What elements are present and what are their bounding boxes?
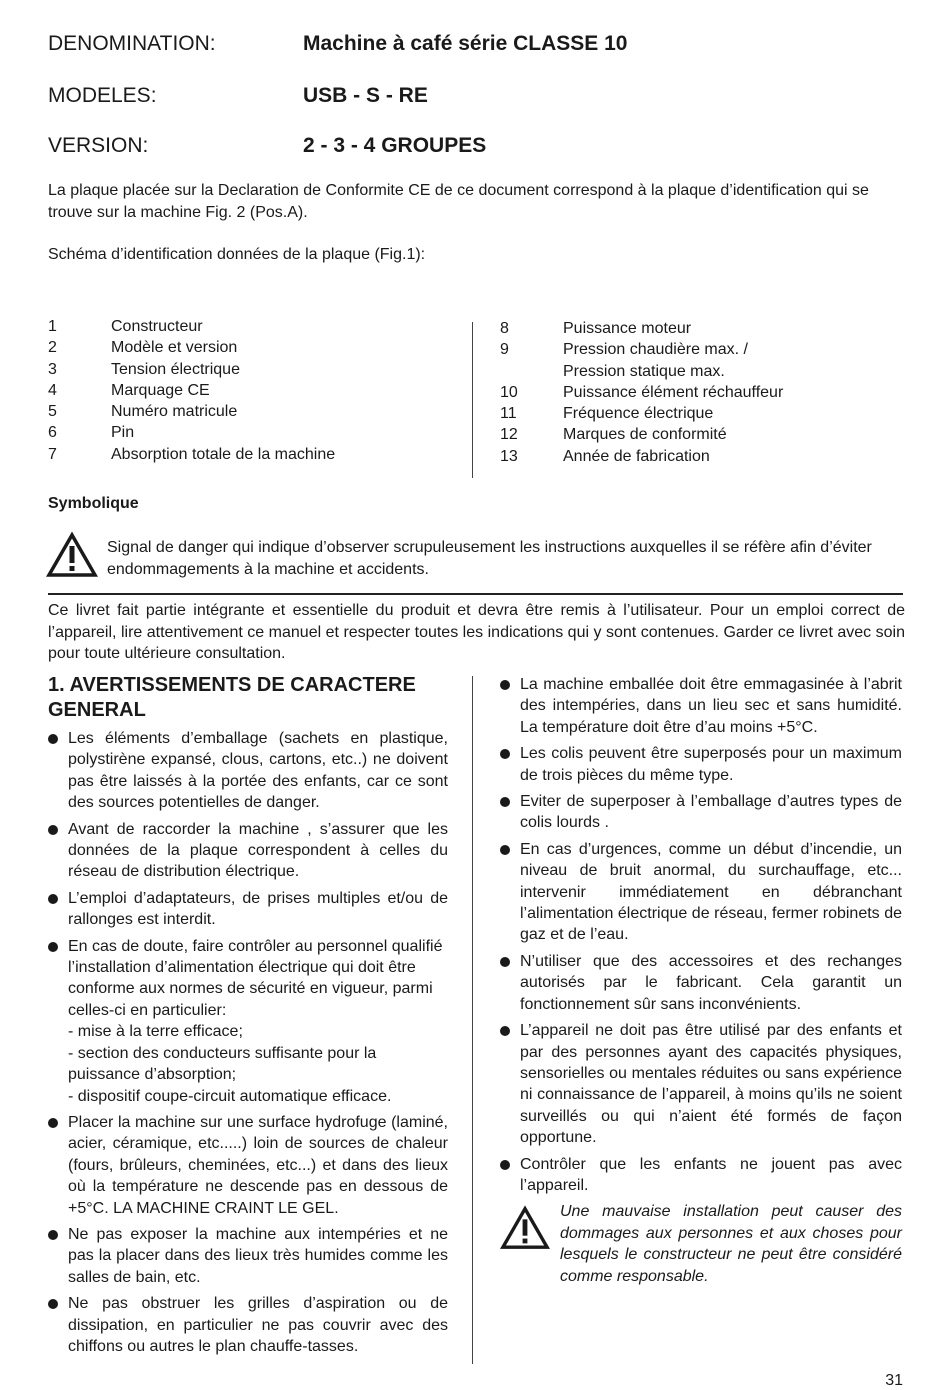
list-item bbox=[500, 951, 902, 1015]
legend-right bbox=[500, 318, 910, 467]
header-label: MODELES: bbox=[48, 84, 157, 107]
horizontal-divider bbox=[48, 593, 903, 595]
list-item bbox=[500, 674, 902, 738]
intro-paragraph: Ce livret fait partie intégrante et essentielle du produit et devra être remis à l’utilisateur. Pour un emploi correct de l’appareil, lire attentivement ce manuel et respecter toutes les indications qui y sont contenues. Garder ce livret avec soin pour toute ultérieure consultation. bbox=[48, 602, 905, 662]
legend-item bbox=[48, 359, 468, 380]
bullet-icon bbox=[500, 845, 510, 855]
legend-number bbox=[500, 361, 563, 382]
installation-warning-text: Une mauvaise installation peut causer des dommages aux personnes et aux choses pour lesquels le constructeur ne peut être considéré comme responsable. bbox=[560, 1203, 902, 1285]
legend-number: 10 bbox=[500, 383, 518, 401]
legend-item bbox=[500, 382, 910, 403]
list-item-text: Placer la machine sur une surface hydrofuge (laminé, acier, céramique, etc.....) loin de sources de chaleur (fours, brûleurs, cheminées, etc...) et dans des lieux où la température ne descende pas en dessous de +5°C. LA MACHINE CRAINT LE GEL. bbox=[68, 1113, 448, 1217]
warning-triangle-icon bbox=[500, 1205, 550, 1251]
legend-label: Modèle et version bbox=[111, 339, 238, 357]
legend-label: Année de fabrication bbox=[563, 447, 710, 465]
page-number: 31 bbox=[885, 1372, 903, 1389]
symbolique-text: Signal de danger qui indique d’observer scrupuleusement les instructions auxquelles il se réfère afin d’éviter endommagements à la machine et accidents. bbox=[107, 539, 872, 578]
legend-number: 1 bbox=[48, 318, 57, 335]
legend-label: Marquage CE bbox=[111, 381, 210, 399]
legend-left bbox=[48, 316, 468, 465]
legend-number: 5 bbox=[48, 403, 57, 421]
legend-label: Puissance moteur bbox=[563, 320, 692, 337]
header-label: VERSION: bbox=[48, 134, 149, 157]
legend-item bbox=[500, 318, 910, 339]
section-title: 1. AVERTISSEMENTS DE CARACTERE GENERAL bbox=[48, 674, 416, 721]
bullet-icon bbox=[48, 1299, 58, 1309]
list-item bbox=[48, 1224, 448, 1288]
list-item-text: Contrôler que les enfants ne jouent pas avec l’appareil. bbox=[520, 1155, 902, 1194]
column-divider bbox=[472, 676, 473, 1364]
legend-item bbox=[500, 424, 910, 445]
list-item bbox=[48, 1112, 448, 1219]
list-item-text: N’utiliser que des accessoires et des rechanges autorisés par le fabricant. Cela garantit un fonctionnement sûr sans inconvénients. bbox=[520, 952, 902, 1013]
legend-label: Pression chaudière max. / bbox=[563, 341, 748, 359]
legend-label: Puissance élément réchauffeur bbox=[563, 383, 784, 401]
list-item bbox=[48, 728, 448, 814]
legend-label: Absorption totale de la machine bbox=[111, 445, 336, 463]
installation-warning bbox=[500, 1201, 902, 1287]
bullet-icon bbox=[500, 680, 510, 690]
legend-number: 9 bbox=[500, 341, 509, 359]
legend-number: 2 bbox=[48, 339, 57, 357]
list-item bbox=[48, 819, 448, 883]
legend-number: 13 bbox=[500, 447, 518, 465]
legend-item bbox=[48, 444, 468, 465]
list-item-text: Avant de raccorder la machine , s’assurer que les données de la plaque correspondent à celles du réseau de distribution électrique. bbox=[68, 820, 448, 881]
legend-item bbox=[48, 380, 468, 401]
schema-title: Schéma d’identification données de la plaque (Fig.1): bbox=[48, 246, 426, 263]
legend-number: 3 bbox=[48, 360, 57, 378]
bullet-icon bbox=[48, 1230, 58, 1240]
bullet-icon bbox=[48, 734, 58, 744]
list-item bbox=[48, 936, 448, 1107]
left-column bbox=[48, 728, 448, 1362]
list-item-text: Ne pas exposer la machine aux intempéries et ne pas la placer dans des lieux très humides comme les salles de bain, etc. bbox=[68, 1225, 448, 1286]
legend-item bbox=[500, 446, 910, 467]
bullet-icon bbox=[48, 894, 58, 904]
legend-item bbox=[48, 316, 468, 337]
bullet-icon bbox=[500, 1026, 510, 1036]
list-item bbox=[48, 888, 448, 931]
list-item-text: En cas d’urgences, comme un début d’incendie, un niveau de bruit anormal, du surchauffage, etc... intervenir immédiatement en débranchant l’alimentation électrique de réseau, fermer robinets de gaz et de l’eau. bbox=[520, 840, 902, 944]
legend-number: 8 bbox=[500, 320, 509, 337]
bullet-icon bbox=[48, 825, 58, 835]
header-label: DENOMINATION: bbox=[48, 32, 216, 55]
bullet-icon bbox=[500, 1160, 510, 1170]
list-item-text: Les éléments d’emballage (sachets en plastique, polystirène expansé, clous, cartons, etc..) ne doivent pas être laissés à la portée des enfants, car ce sont des sources potentielles de danger. bbox=[68, 730, 448, 812]
legend-item bbox=[48, 422, 468, 443]
list-item-text: La machine emballée doit être emmagasinée à l’abrit des intempéries, dans un lieu sec et sans humidité. La température doit être d’au moins +5°C. bbox=[520, 676, 902, 736]
legend-item bbox=[500, 339, 910, 360]
list-item bbox=[500, 791, 902, 834]
list-item bbox=[500, 839, 902, 946]
list-item-text: Ne pas obstruer les grilles d’aspiration ou de dissipation, en particulier ne pas couvrir avec des chiffons ou autres le plan chauffe-tasses. bbox=[68, 1295, 448, 1355]
plate-paragraph: La plaque placée sur la Declaration de Conformite CE de ce document correspond à la plaque d’identification qui se trouve sur la machine Fig. 2 (Pos.A). bbox=[48, 182, 869, 221]
legend-item bbox=[48, 401, 468, 422]
legend-item bbox=[500, 361, 910, 382]
legend-label: Numéro matricule bbox=[111, 403, 238, 421]
list-item-text: Eviter de superposer à l’emballage d’autres types de colis lourds . bbox=[520, 793, 902, 832]
legend-number: 6 bbox=[48, 424, 57, 442]
legend-number: 4 bbox=[48, 381, 57, 399]
symbolique-title: Symbolique bbox=[48, 495, 139, 512]
legend-label: Fréquence électrique bbox=[563, 405, 714, 423]
list-item-text: L’emploi d’adaptateurs, de prises multiples et/ou de rallonges est interdit. bbox=[68, 889, 448, 929]
legend-label: Pin bbox=[111, 424, 135, 442]
list-item bbox=[48, 1293, 448, 1357]
bullet-icon bbox=[500, 749, 510, 759]
legend-number: 12 bbox=[500, 426, 518, 444]
warning-triangle-icon bbox=[46, 532, 98, 578]
list-item-text: Les colis peuvent être superposés pour un maximum de trois pièces du même type. bbox=[520, 745, 902, 784]
bullet-icon bbox=[48, 1118, 58, 1128]
legend-item bbox=[48, 337, 468, 358]
list-item bbox=[500, 743, 902, 786]
legend-label: Tension électrique bbox=[111, 360, 240, 378]
legend-number: 7 bbox=[48, 445, 57, 463]
bullet-icon bbox=[48, 942, 58, 952]
legend-item bbox=[500, 403, 910, 424]
legend-label: Constructeur bbox=[111, 318, 203, 335]
bullet-icon bbox=[500, 797, 510, 807]
header-value: Machine à café série CLASSE 10 bbox=[303, 32, 628, 55]
bullet-icon bbox=[500, 957, 510, 967]
list-item bbox=[500, 1154, 902, 1197]
list-item-text: L’appareil ne doit pas être utilisé par des enfants et par des personnes ayant des capacités physiques, sensorielles ou mentales réduites ou sans expérience ni connaissance de l’appareil, à moins qu’ils ne soient surveillés ou qui n’aient été formés de façon opportune. bbox=[520, 1022, 902, 1147]
right-column bbox=[500, 674, 902, 1287]
legend-number: 11 bbox=[500, 405, 517, 423]
list-item bbox=[500, 1020, 902, 1148]
header-value: 2 - 3 - 4 GROUPES bbox=[303, 134, 487, 157]
legend-label: Pression statique max. bbox=[563, 362, 725, 380]
legend-divider bbox=[472, 322, 473, 478]
legend-label: Marques de conformité bbox=[563, 426, 727, 444]
list-item-text: En cas de doute, faire contrôler au personnel qualifié l’installation d’alimentation électrique qui doit être conforme aux normes de sécurité en vigueur, parmi celles-ci en particulier: - mise à la terre efficace; - section des conducteurs suffisante pour la puissance d’absorption; - dispositif coupe-circuit automatique efficace. bbox=[68, 937, 443, 1105]
header-value: USB - S - RE bbox=[303, 84, 428, 107]
